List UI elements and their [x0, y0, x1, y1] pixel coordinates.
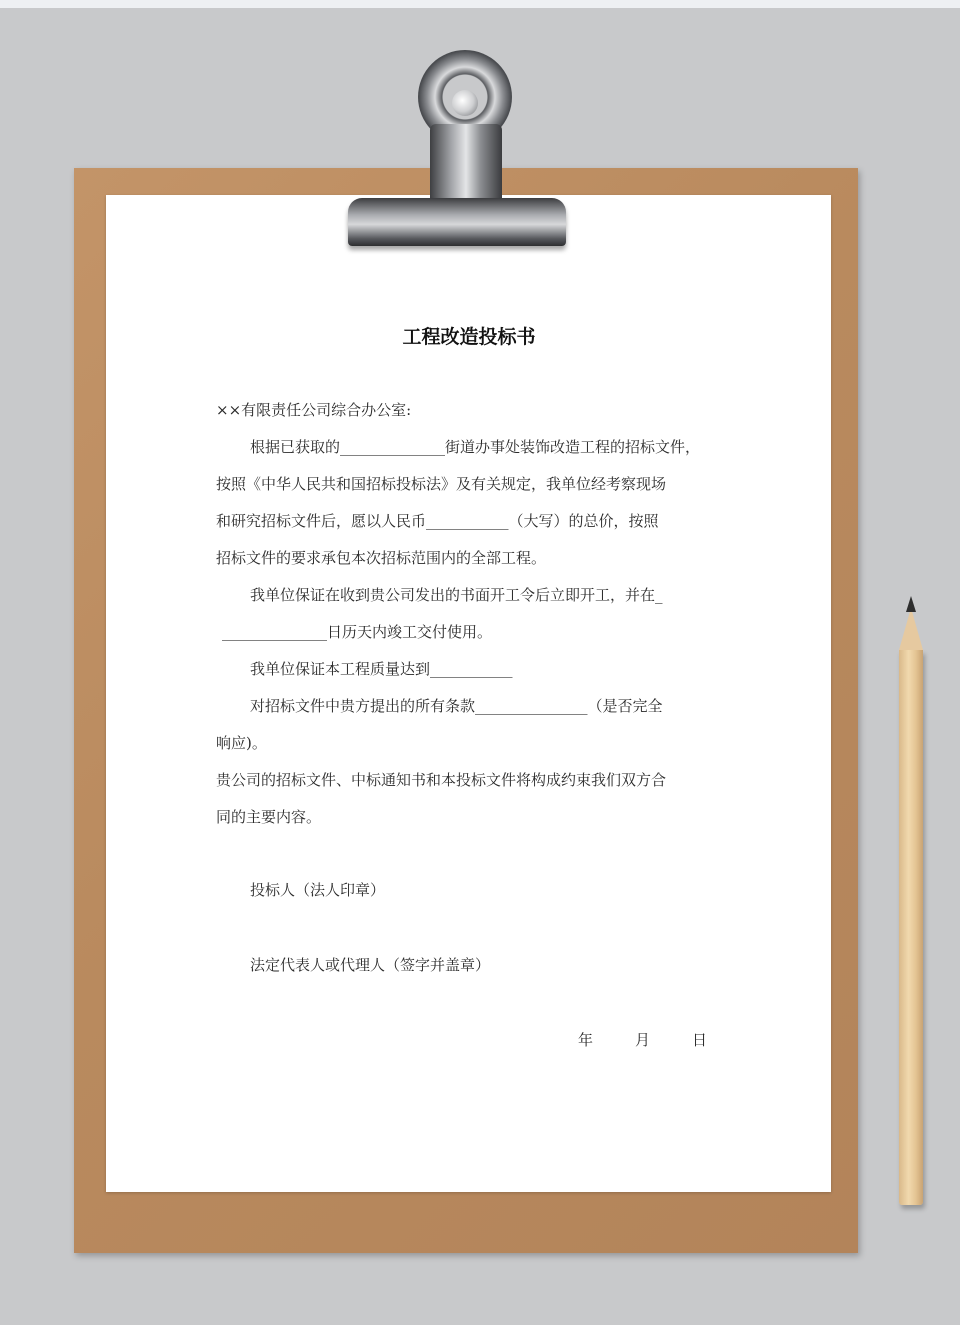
binder-clip-icon — [348, 198, 566, 246]
binder-clip-neck — [430, 124, 502, 200]
body-line-11: 同的主要内容。 — [216, 808, 322, 826]
body-line-1: 根据已获取的______________街道办事处装饰改造工程的招标文件， — [250, 438, 701, 456]
body-line-7: 我单位保证本工程质量达到___________ — [250, 660, 513, 678]
salutation: ××有限责任公司综合办公室: — [216, 401, 412, 419]
date-month: 月 — [635, 1031, 651, 1049]
pencil-tip-lead — [906, 596, 916, 612]
signature-bidder: 投标人（法人印章） — [250, 881, 386, 899]
document-title: 工程改造投标书 — [402, 326, 536, 348]
body-line-4: 招标文件的要求承包本次招标范围内的全部工程。 — [216, 549, 547, 567]
signature-representative: 法定代表人或代理人（签字并盖章） — [250, 956, 491, 974]
body-line-5: 我单位保证在收到贵公司发出的书面开工令后立即开工，并在_ — [250, 586, 663, 604]
body-line-3: 和研究招标文件后，愿以人民币___________（大写）的总价，按照 — [216, 512, 659, 530]
body-line-9: 响应)。 — [216, 734, 267, 752]
body-line-8: 对招标文件中贵方提出的所有条款_______________（是否完全 — [250, 697, 663, 715]
pencil-icon — [899, 650, 923, 1205]
binder-clip-rivet — [452, 90, 478, 116]
body-line-2: 按照《中华人民共和国招标投标法》及有关规定，我单位经考察现场 — [216, 475, 667, 493]
date-row — [578, 1029, 728, 1050]
top-strip — [0, 0, 960, 8]
body-line-6: ______________日历天内竣工交付使用。 — [222, 623, 493, 641]
body-line-10: 贵公司的招标文件、中标通知书和本投标文件将构成约束我们双方合 — [216, 771, 667, 789]
pencil-tip-wood — [899, 608, 923, 650]
date-year: 年 — [578, 1031, 594, 1049]
date-day: 日 — [692, 1031, 708, 1049]
